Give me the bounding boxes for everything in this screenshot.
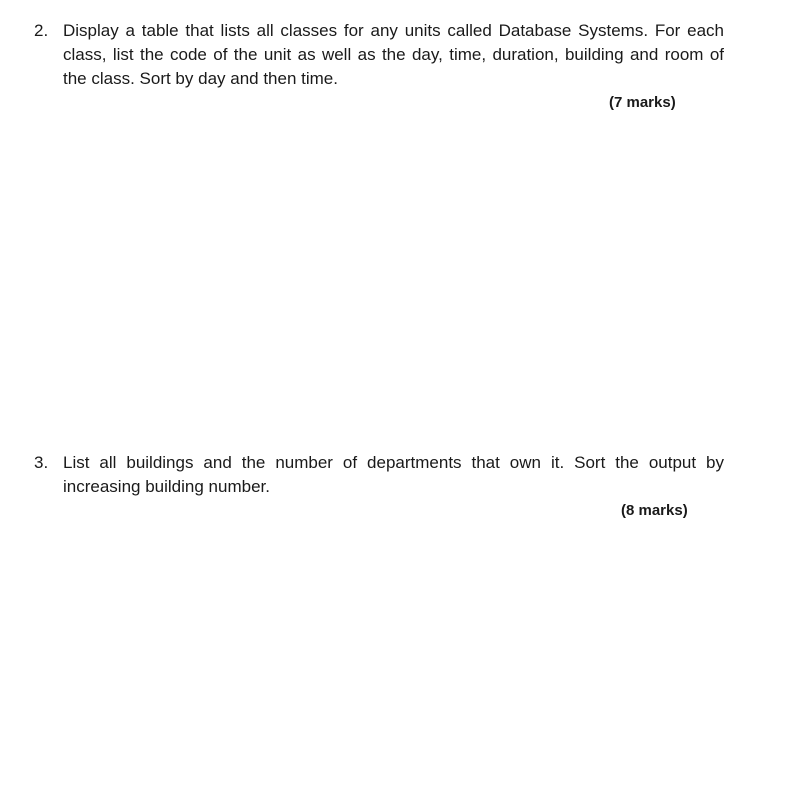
question-text: Display a table that lists all classes for any units called Database Systems. For each class, list the code of the unit as well as the day, time, duration, building and room of the class. Sort by day and then time.	[63, 21, 724, 88]
question-number: 3.	[34, 453, 49, 472]
question-3	[34, 451, 724, 499]
marks-label: (8 marks)	[621, 502, 688, 519]
question-2	[34, 19, 724, 91]
question-text: List all buildings and the number of departments that own it. Sort the output by increasing building number.	[63, 453, 724, 496]
question-number: 2.	[34, 21, 49, 40]
marks-label: (7 marks)	[609, 94, 676, 111]
